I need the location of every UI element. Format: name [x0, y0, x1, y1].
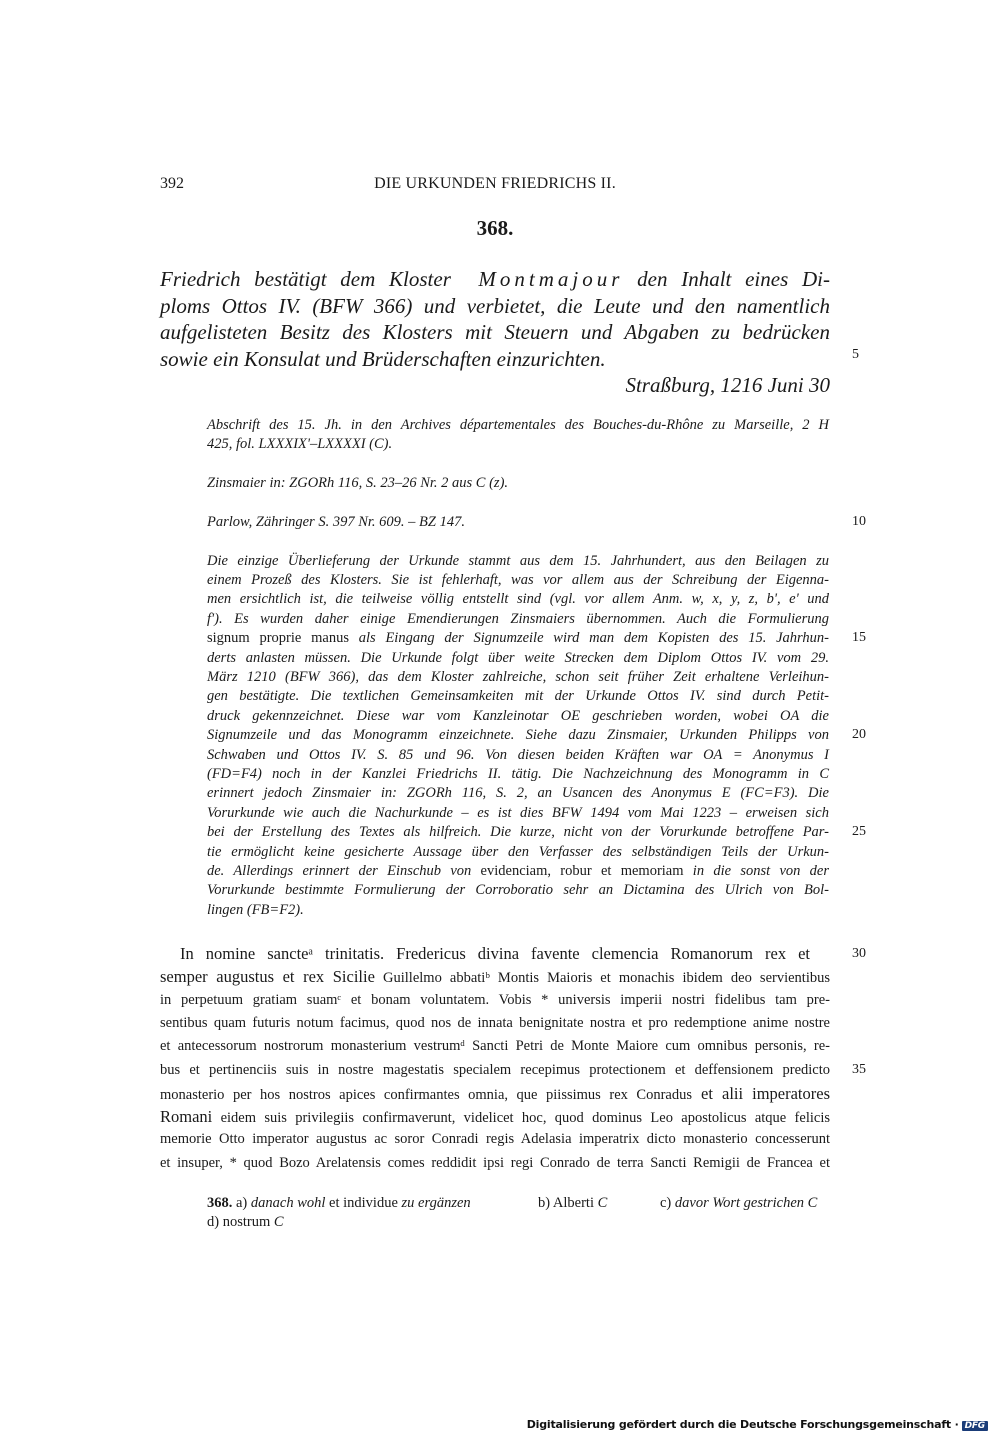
line-number: 20 [852, 727, 866, 742]
apparatus-line: (FD=F4) noch in der Kanzlei Friedrichs II. tätig. Die Nachzeichnung des Monogramm in C [207, 765, 829, 782]
apparatus-line: de. Allerdings erinnert der Einschub von evidenciam, robur et memoriam in die sonst von der [207, 862, 829, 879]
apparatus-line: einem Prozeß des Klosters. Sie ist fehlerhaft, was vor allem aus der Schreibung der Eigenna- [207, 571, 829, 588]
dfg-logo-icon: DFG [962, 1421, 988, 1431]
apparatus-line: Zinsmaier in: ZGORh 116, S. 23–26 Nr. 2 aus C (z). [207, 475, 509, 491]
footnote-c: c) davor Wort gestrichen C [660, 1195, 818, 1211]
running-title: DIE URKUNDEN FRIEDRICHS II. [374, 175, 616, 192]
text-line: et antecessorum nostrorum monasterium vestrumᵈ Sancti Petri de Monte Maiore cum omnibus personis, re- [160, 1038, 830, 1055]
text-line: Romani eidem suis privilegiis confirmaverunt, videlicet hoc, quod dominus Leo apostolicus atque felicis [160, 1107, 830, 1127]
regest-line: Friedrich bestätigt dem Kloster Montmajour den Inhalt eines Di- [160, 267, 831, 291]
apparatus-line: men ersichtlich ist, die teilweise völlig entstellt sind (vgl. vor allem Anm. w, x, y, z, b', e' und [207, 591, 829, 608]
apparatus-line: f'). Es wurden daher einige Emendierungen Zinsmaiers übernommen. Auch die Formulierung [207, 610, 829, 627]
footnote-b: b) Alberti C [538, 1195, 608, 1211]
line-number: 30 [852, 946, 866, 961]
line-number: 25 [852, 824, 866, 839]
apparatus-line: Die einzige Überlieferung der Urkunde stammt aus dem 15. Jahrhundert, aus den Beilagen zu [207, 552, 829, 569]
text-line: semper augustus et rex Sicilie Guillelmo abbatiᵇ Montis Maioris et monachis ibidem deo servientibus [160, 967, 830, 987]
line-number: 15 [852, 630, 866, 645]
apparatus-line: März 1210 (BFW 366), das dem Kloster zahlreiche, schon seit früher Zeit erhaltene Verleihun- [207, 668, 829, 685]
text-line: memorie Otto imperator augustus ac soror Conradi regis Adelasia imperatrix dicto monasterio concesserunt [160, 1131, 830, 1148]
regest-date: Straßburg, 1216 Juni 30 [625, 373, 830, 397]
apparatus-line: bei der Erstellung des Textes als hilfreich. Die kurze, nicht von der Vorurkunde betroffene Par- [207, 824, 829, 841]
apparatus-line: tie ermöglicht keine gesicherte Aussage über den Verfasser des selbständigen Teils der Urkun- [207, 843, 829, 860]
footnote-d: d) nostrum C [207, 1214, 284, 1230]
text-line: sentibus quam futuris notum facimus, quod nos de innata benignitate nostra et pro redemptione anime nostre [160, 1014, 830, 1031]
apparatus-line: gen bestätigte. Die textlichen Gemeinsamkeiten mit der Urkunde Ottos IV. sind durch Petit- [207, 688, 829, 705]
footnote-a: 368. a) danach wohl et individue zu ergänzen [207, 1195, 471, 1211]
apparatus-line: Schwaben und Ottos IV. S. 85 und 96. Von diesen beiden Kräften war OA = Anonymus I [207, 746, 829, 763]
page-number: 392 [160, 175, 184, 192]
text-line: et insuper, * quod Bozo Arelatensis comes reddidit ipsi regi Conrado de terra Sancti Remigii de Francea et [160, 1154, 830, 1171]
line-number: 10 [852, 514, 866, 529]
apparatus-line: Signumzeile und das Monogramm einzeichnete. Siehe dazu Zinsmaier, Urkunden Philipps von [207, 727, 829, 744]
digitization-credit: Digitalisierung gefördert durch die Deutsche Forschungsgemeinschaft · DFG [527, 1418, 988, 1431]
text-line: in perpetuum gratiam suamᶜ et bonam voluntatem. Vobis * universis imperii nostri fidelibus tam pre- [160, 991, 830, 1008]
apparatus-line: Abschrift des 15. Jh. in den Archives départementales des Bouches-du-Rhône zu Marseille, 2 H [207, 417, 829, 433]
apparatus-line: Vorurkunde wie auch die Nachurkunde – es ist dies BFW 1494 vom Mai 1223 – erweisen sich [207, 804, 829, 821]
text-line: monasterio per hos nostros apices confirmantes omnia, que piissimus rex Conradus et alii imperatores [160, 1083, 830, 1103]
text-line: In nomine sancteᵃ trinitatis. Fredericus divina favente clemencia Romanorum rex et [180, 944, 810, 963]
apparatus-line: Vorurkunde bestimmte Formulierung der Corroboratio sehr an Dictamina des Ulrich von Bol- [207, 882, 829, 899]
line-number: 5 [852, 347, 859, 362]
apparatus-line: lingen (FB=F2). [207, 901, 304, 918]
place-name: Montmajour [478, 267, 624, 291]
line-number: 35 [852, 1062, 866, 1077]
regest-line: ploms Ottos IV. (BFW 366) und verbietet, die Leute und den namentlich [160, 293, 830, 318]
text-line: bus et pertinenciis suis in nostre magestatis specialem recepimus protectionem et deffensionem predicto [160, 1061, 830, 1078]
apparatus-line: druck gekennzeichnet. Diese war vom Kanzleinotar OE geschrieben worden, wobei OA die [207, 707, 829, 724]
document-number: 368. [476, 216, 514, 240]
apparatus-line: 425, fol. LXXXIX'–LXXXXI (C). [207, 436, 393, 453]
regest-line: aufgelisteten Besitz des Klosters mit Steuern und Abgaben zu bedrücken [160, 320, 830, 344]
apparatus-line: derts anlasten müssen. Die Urkunde folgt über weite Strecken dem Diplom Ottos IV. vom 29. [207, 649, 829, 666]
apparatus-line: erinnert jedoch Zinsmaier in: ZGORh 116, S. 2, an Usancen des Anonymus E (FC=F3). Die [207, 785, 829, 802]
regest-line: sowie ein Konsulat und Brüderschaften einzurichten. [160, 346, 606, 371]
apparatus-line: signum proprie manus als Eingang der Signumzeile wird man dem Kopisten des 15. Jahrhun- [207, 630, 830, 647]
apparatus-line: Parlow, Zähringer S. 397 Nr. 609. – BZ 147. [207, 514, 465, 530]
